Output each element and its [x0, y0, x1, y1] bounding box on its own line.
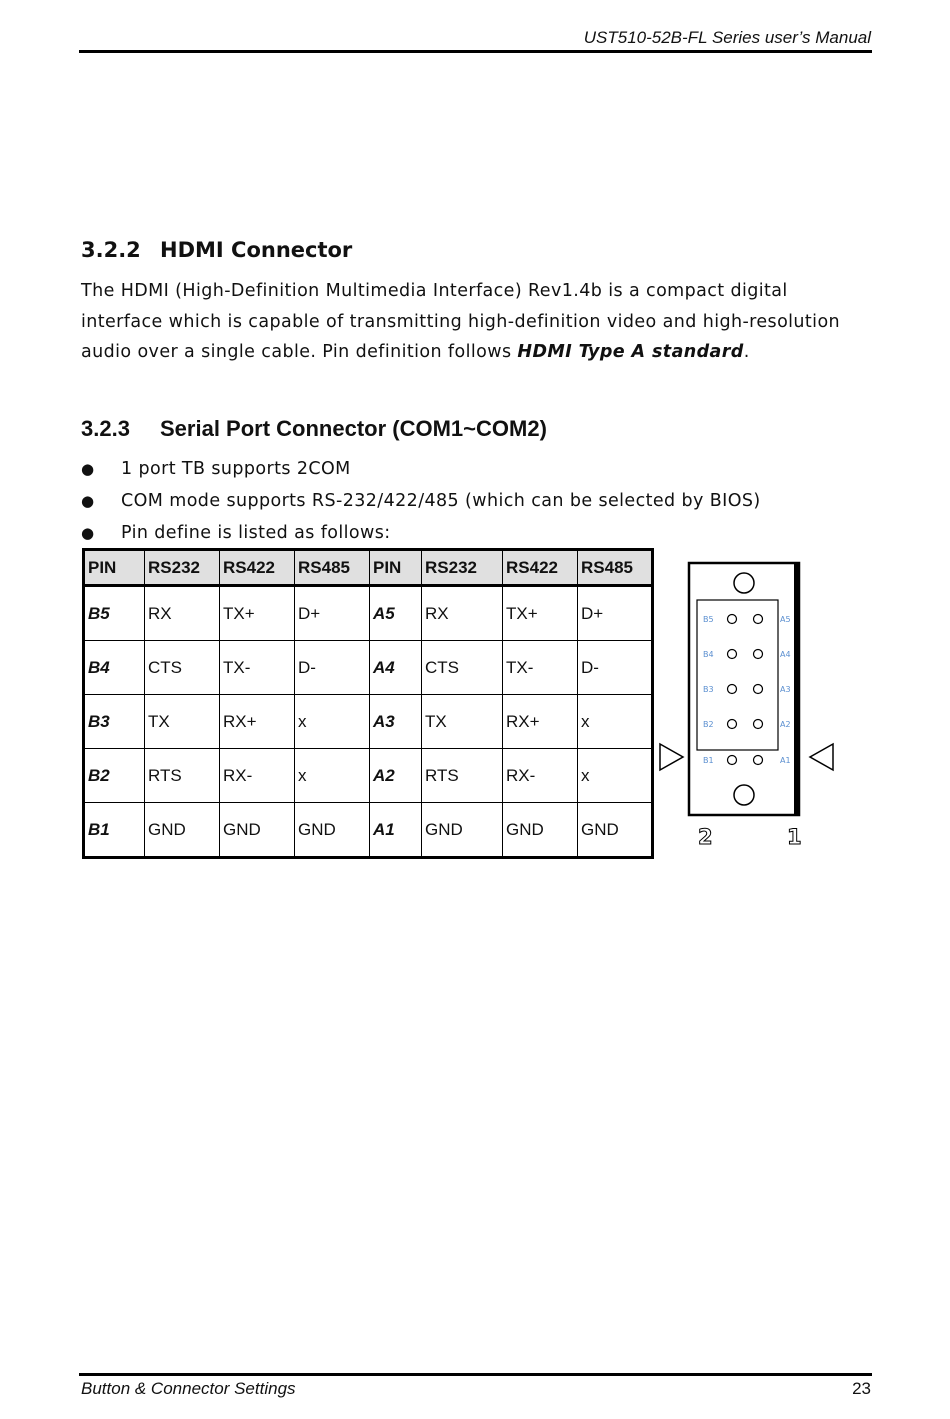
table-cell: B1: [84, 803, 145, 858]
pin-label-left: B5: [703, 615, 714, 624]
column-header: PIN: [84, 550, 145, 586]
section-title: HDMI Connector: [160, 238, 353, 262]
hdmi-description: [81, 276, 871, 368]
section-title: Serial Port Connector (COM1~COM2): [160, 416, 547, 441]
table-cell: RX-: [503, 749, 578, 803]
table-cell: CTS: [145, 641, 220, 695]
pin-label-right: A1: [780, 756, 791, 765]
list-item: ● COM mode supports RS-232/422/485 (which can be selected by BIOS): [81, 486, 761, 518]
table-cell: A1: [370, 803, 422, 858]
bullet-dot-icon: ●: [81, 460, 95, 478]
list-item: ● 1 port TB supports 2COM: [81, 454, 761, 486]
table-cell: D-: [578, 641, 653, 695]
column-header: RS422: [503, 550, 578, 586]
table-cell: x: [295, 695, 370, 749]
screw-hole-icon: [734, 573, 754, 593]
table-cell: TX+: [503, 586, 578, 641]
table-cell: A2: [370, 749, 422, 803]
table-cell: x: [295, 749, 370, 803]
table-cell: B3: [84, 695, 145, 749]
table-cell: A3: [370, 695, 422, 749]
pin-hole-icon: [754, 650, 763, 659]
table-cell: D+: [295, 586, 370, 641]
table-cell: B5: [84, 586, 145, 641]
table-header-row: [84, 550, 653, 586]
hdmi-body-end: .: [743, 342, 750, 362]
table-cell: B2: [84, 749, 145, 803]
pin-label-right: A3: [780, 685, 791, 694]
left-arrow-icon: [660, 744, 683, 770]
header-rule: [79, 50, 872, 53]
hdmi-body-text: The HDMI (High-Definition Multimedia Interface) Rev1.4b is a compact digital interface which is capable of transmitting high-definition video and high-resolution audio over a single cable. Pin definition follows: [81, 281, 841, 362]
table-cell: CTS: [422, 641, 503, 695]
pin-label-left: B1: [703, 756, 714, 765]
table-row: [84, 695, 653, 749]
pin-hole-icon: [728, 615, 737, 624]
column-header: RS232: [422, 550, 503, 586]
table-cell: RTS: [145, 749, 220, 803]
table-cell: GND: [422, 803, 503, 858]
pin-label-right: A2: [780, 720, 791, 729]
table-cell: TX-: [220, 641, 295, 695]
table-cell: GND: [295, 803, 370, 858]
column-header: RS485: [295, 550, 370, 586]
table-cell: RX+: [503, 695, 578, 749]
table-cell: TX+: [220, 586, 295, 641]
pin-label-left: B2: [703, 720, 714, 729]
footer-rule: [79, 1373, 872, 1376]
pin-definition-table: [82, 548, 654, 859]
column-header: RS422: [220, 550, 295, 586]
table-cell: RX+: [220, 695, 295, 749]
table-cell: GND: [503, 803, 578, 858]
page-number: 23: [852, 1379, 871, 1398]
table-cell: GND: [578, 803, 653, 858]
pin-label-left: B4: [703, 650, 714, 659]
pin-hole-icon: [728, 685, 737, 694]
table-cell: x: [578, 749, 653, 803]
table-cell: D+: [578, 586, 653, 641]
bullet-dot-icon: ●: [81, 492, 95, 510]
column-header: PIN: [370, 550, 422, 586]
table-cell: A5: [370, 586, 422, 641]
pin-hole-icon: [754, 615, 763, 624]
table-cell: TX: [422, 695, 503, 749]
pin-hole-icon: [728, 756, 737, 765]
column-header: RS485: [578, 550, 653, 586]
table-cell: TX: [145, 695, 220, 749]
pin-hole-icon: [754, 720, 763, 729]
table-cell: D-: [295, 641, 370, 695]
table-row: [84, 749, 653, 803]
header-title: UST510-52B-FL Series user’s Manual: [583, 28, 871, 47]
pin-label-right: A4: [780, 650, 791, 659]
footer-section-name: Button & Connector Settings: [81, 1379, 296, 1398]
pin-label-left: B3: [703, 685, 714, 694]
table-cell: RTS: [422, 749, 503, 803]
table-cell: GND: [145, 803, 220, 858]
table-cell: RX: [422, 586, 503, 641]
pin-hole-icon: [754, 756, 763, 765]
table-cell: B4: [84, 641, 145, 695]
table-cell: TX-: [503, 641, 578, 695]
table-row: [84, 586, 653, 641]
pin-hole-icon: [728, 650, 737, 659]
table-cell: RX: [145, 586, 220, 641]
table-cell: RX-: [220, 749, 295, 803]
section-heading-serial: [81, 416, 547, 442]
table-row: [84, 641, 653, 695]
section-heading-hdmi: [81, 238, 352, 262]
connector-side-bar: [794, 563, 799, 815]
pin-hole-icon: [728, 720, 737, 729]
serial-bullet-list: [81, 454, 761, 550]
right-arrow-icon: [810, 744, 833, 770]
table-cell: A4: [370, 641, 422, 695]
table-row: [84, 803, 653, 858]
bullet-dot-icon: ●: [81, 524, 95, 542]
pin-hole-icon: [754, 685, 763, 694]
section-number: 3.2.3: [81, 416, 130, 441]
port-number-left: 2: [698, 825, 713, 849]
list-item: ● Pin define is listed as follows:: [81, 518, 761, 550]
table-cell: x: [578, 695, 653, 749]
hdmi-standard-emphasis: HDMI Type A standard: [517, 342, 744, 362]
screw-hole-icon: [734, 785, 754, 805]
serial-connector-diagram: [656, 560, 840, 855]
port-number-right: 1: [787, 825, 802, 849]
table-cell: GND: [220, 803, 295, 858]
section-number: 3.2.2: [81, 238, 141, 262]
column-header: RS232: [145, 550, 220, 586]
pin-label-right: A5: [780, 615, 791, 624]
